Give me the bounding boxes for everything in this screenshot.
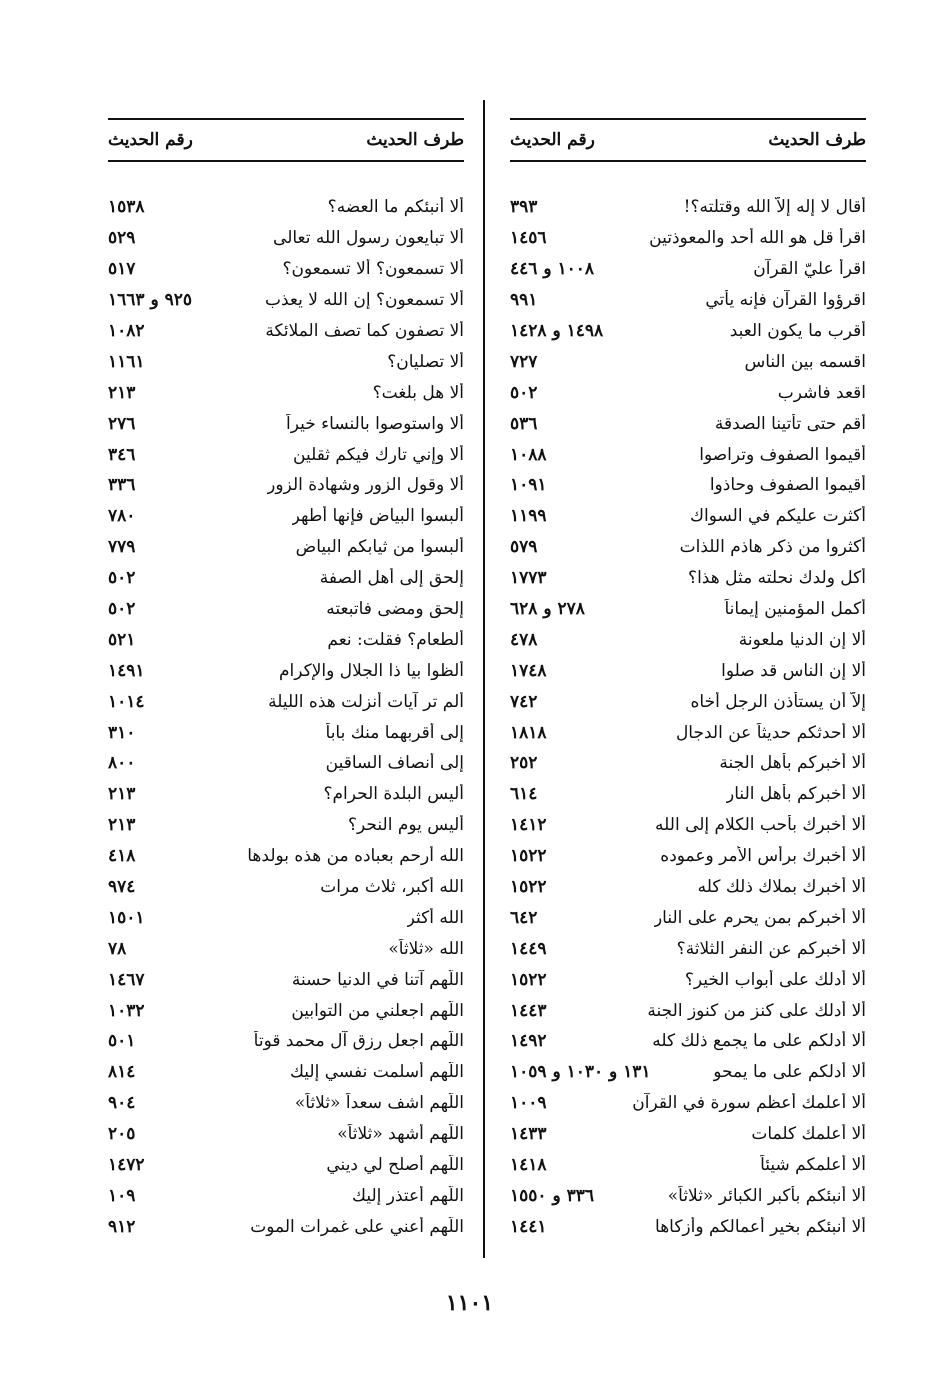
index-entry: [108, 933, 464, 964]
hadith-text: ألا إن الناس قد صلوا: [721, 660, 866, 681]
hadith-number: ٦٤٢: [510, 907, 538, 928]
index-entry: [510, 439, 866, 470]
hadith-number: ٣٣٦ و ١٥٥٠: [510, 1185, 594, 1206]
index-entry: [108, 285, 464, 316]
hadith-number: ١٠٠٨ و ٤٤٦: [510, 259, 594, 280]
hadith-text: أقرب ما يكون العبد: [729, 321, 866, 341]
index-entry: [108, 686, 464, 717]
hadith-number: ٢٧٦: [108, 413, 136, 434]
hadith-number: ٩٠٤: [108, 1093, 136, 1114]
hadith-number: ١٤١٨: [510, 1155, 547, 1176]
index-entry: [108, 501, 464, 532]
hadith-text: الله أكثر: [406, 907, 464, 928]
hadith-text: اللَّهم آتنا في الدنيا حسنة: [291, 969, 464, 990]
hadith-number: ١٥٣٨: [108, 197, 145, 218]
hadith-number: ٣٣٦: [108, 475, 136, 496]
index-entry: [510, 655, 866, 686]
hadith-text: اقعد فاشرب: [777, 382, 866, 403]
hadith-text: ألا أخبركم بأهل النار: [726, 784, 866, 805]
index-entry: [510, 316, 866, 347]
hadith-number: ٩١٢: [108, 1216, 136, 1237]
hadith-number: ١٤٤٩: [510, 938, 547, 959]
hadith-text: أكمل المؤمنين إيماناً: [724, 599, 866, 620]
index-entry: [510, 717, 866, 748]
index-entry: [108, 1181, 464, 1212]
index-entry: [510, 779, 866, 810]
hadith-number: ٢٠٥: [108, 1124, 136, 1145]
hadith-number: ٨٠٠: [108, 753, 136, 774]
hadith-number: ٥٠٢: [108, 599, 136, 620]
hadith-text: ألا هل بلغت؟: [372, 382, 464, 403]
index-entry: [510, 686, 866, 717]
index-entry: [510, 995, 866, 1026]
hadith-number: ٦١٤: [510, 784, 538, 805]
index-entry: [108, 563, 464, 594]
index-entry: [510, 254, 866, 285]
hadith-number: ٥٧٩: [510, 537, 538, 558]
index-entry: [108, 439, 464, 470]
hadith-text: أقيموا الصفوف وتراصوا: [699, 444, 866, 465]
index-entry: [510, 501, 866, 532]
hadith-number: ١٥٢٢: [510, 877, 547, 898]
index-entry: [108, 254, 464, 285]
index-entry: [510, 192, 866, 223]
index-entry: [510, 748, 866, 779]
hadith-number: ٥١٧: [108, 259, 136, 280]
hadith-text: ألا تسمعون؟ إن الله لا يعذب: [264, 290, 464, 311]
hadith-text: ألا وقول الزور وشهادة الزور: [267, 475, 464, 496]
hadith-text: اقسمه بين الناس: [744, 351, 866, 372]
index-column-left: [108, 118, 464, 1242]
column-header: [108, 118, 464, 162]
hadith-text: ألا أخبرك برأس الأمر وعموده: [660, 846, 866, 867]
hadith-number: ٥٢٩: [108, 228, 136, 249]
index-rows: [108, 192, 464, 1242]
hadith-number: ١٤٧٢: [108, 1155, 145, 1176]
hadith-text: اقرؤوا القرآن فإنه يأتي: [705, 290, 866, 311]
hadith-text: الله أرحم بعباده من هذه بولدها: [247, 846, 464, 867]
hadith-text: اقرأ قل هو الله أحد والمعوذتين: [649, 228, 866, 249]
hadith-text: ألا أحدثكم حديثاً عن الدجال: [675, 722, 866, 743]
hadith-number: ٧٢٧: [510, 351, 538, 372]
hadith-text: أقم حتى تأتينا الصدقة: [714, 413, 866, 434]
index-entry: [510, 1119, 866, 1150]
index-entry: [108, 1026, 464, 1057]
hadith-number: ٤٧٨: [510, 629, 538, 650]
index-entry: [510, 841, 866, 872]
hadith-text: أقيموا الصفوف وحاذوا: [709, 475, 866, 496]
hadith-text: إلاَّ أن يستأذن الرجل أخاه: [690, 691, 866, 712]
hadith-text: ألا إن الدنيا ملعونة: [738, 629, 866, 650]
index-entry: [108, 810, 464, 841]
hadith-number: ١٤٤١: [510, 1216, 547, 1237]
hadith-text: ألظوا بيا ذا الجلال والإكرام: [278, 660, 464, 681]
hadith-text: ألطعام؟ فقلت: نعم: [327, 629, 464, 650]
hadith-number: ٢١٣: [108, 815, 136, 836]
hadith-number: ٢٧٨ و ٦٢٨: [510, 599, 585, 620]
hadith-number: ١٧٧٣: [510, 568, 547, 589]
hadith-text: اقرأ عليّ القرآن: [753, 259, 866, 280]
index-entry: [108, 717, 464, 748]
hadith-number: ١٣١ و ١٠٣٠ و ١٠٥٩: [510, 1062, 651, 1083]
hadith-text: إلحق ومضى فاتبعته: [326, 599, 464, 620]
hadith-number: ١٤٩٢: [510, 1031, 547, 1052]
index-entry: [108, 655, 464, 686]
index-entry: [108, 995, 464, 1026]
hadith-text: أكثرت عليكم في السواك: [689, 506, 866, 527]
hadith-number: ٥٠١: [108, 1031, 136, 1052]
hadith-number: ١٠٩١: [510, 475, 547, 496]
index-entry: [510, 285, 866, 316]
index-entry: [510, 594, 866, 625]
index-entry: [108, 223, 464, 254]
index-entry: [510, 933, 866, 964]
index-entry: [510, 902, 866, 933]
hadith-text: ألا وإني تارك فيكم ثقلين: [293, 444, 464, 465]
hadith-text: ألا تبايعون رسول الله تعالى: [273, 228, 464, 249]
hadith-text: ألا أعلمك أعظم سورة في القرآن: [632, 1093, 866, 1114]
hadith-number: ٥٠٢: [108, 568, 136, 589]
index-entry: [510, 964, 866, 995]
index-entry: [510, 1088, 866, 1119]
hadith-number: ٥٠٢: [510, 382, 538, 403]
hadith-number: ٢١٣: [108, 784, 136, 805]
hadith-text: اللَّهم اجعل رزق آل محمد قوتاً: [253, 1031, 464, 1052]
index-entry: [108, 1088, 464, 1119]
hadith-text: ألا أخبركم عن النفر الثلاثة؟: [676, 938, 866, 959]
index-entry: [510, 1211, 866, 1242]
header-text-label: طرف الحديث: [366, 130, 464, 150]
index-entry: [108, 346, 464, 377]
hadith-number: ١٤٤٣: [510, 1000, 547, 1021]
hadith-text: ألا أدلك على أبواب الخير؟: [684, 969, 866, 990]
hadith-text: ألا أنبئكم بخير أعمالكم وأزكاها: [655, 1216, 866, 1237]
index-entry: [510, 346, 866, 377]
hadith-number: ١٤٦٧: [108, 969, 145, 990]
column-divider: [483, 100, 485, 1258]
hadith-text: اللَّهم اجعلني من التوابين: [291, 1000, 464, 1021]
index-entry: [510, 810, 866, 841]
header-number-label: رقم الحديث: [108, 130, 193, 150]
index-entry: [108, 624, 464, 655]
hadith-text: ألم تر آيات أنزلت هذه الليلة: [268, 691, 464, 712]
index-entry: [108, 872, 464, 903]
hadith-number: ١٥٢٢: [510, 846, 547, 867]
header-number-label: رقم الحديث: [510, 130, 595, 150]
index-rows: [510, 192, 866, 1242]
hadith-number: ٧٨٠: [108, 506, 136, 527]
hadith-number: ٤١٨: [108, 846, 136, 867]
hadith-number: ١٠١٤: [108, 691, 145, 712]
hadith-text: إلحق إلى أهل الصفة: [319, 568, 464, 589]
hadith-text: ألا أخبرك بأحب الكلام إلى الله: [655, 815, 866, 836]
hadith-number: ١٥٠١: [108, 907, 145, 928]
hadith-text: إلى أقربهما منك باباً: [325, 722, 464, 743]
index-entry: [108, 1119, 464, 1150]
hadith-text: ألا أنبئكم ما العضه؟: [327, 197, 464, 218]
index-entry: [108, 192, 464, 223]
hadith-number: ٧٨: [108, 938, 127, 959]
hadith-text: ألا تسمعون؟ ألا تسمعون؟: [282, 259, 464, 280]
hadith-text: اللَّهم أعتذر إليك: [352, 1185, 464, 1206]
hadith-number: ١٤١٢: [510, 815, 547, 836]
index-entry: [510, 1150, 866, 1181]
index-entry: [510, 1057, 866, 1088]
index-entry: [510, 872, 866, 903]
hadith-number: ١٨١٨: [510, 722, 547, 743]
hadith-text: ألا أدلكم على ما يجمع ذلك كله: [652, 1031, 866, 1052]
hadith-text: ألا أدلك على كنز من كنوز الجنة: [647, 1000, 866, 1021]
hadith-number: ٢١٣: [108, 382, 136, 403]
hadith-number: ١٥٢٢: [510, 969, 547, 990]
index-entry: [108, 1057, 464, 1088]
hadith-text: أكثروا من ذكر هاذم اللذات: [679, 537, 866, 558]
hadith-text: أكل ولدك نحلته مثل هذا؟: [688, 568, 866, 589]
hadith-text: إلى أنصاف الساقين: [325, 753, 464, 774]
hadith-number: ٥٢١: [108, 629, 136, 650]
index-entry: [510, 1026, 866, 1057]
hadith-text: ألا أخبركم بأهل الجنة: [719, 753, 866, 774]
hadith-text: اللَّهم أصلح لي ديني: [326, 1155, 464, 1176]
hadith-text: ألا أعلمكم شيئاً: [760, 1155, 866, 1176]
column-header: [510, 118, 866, 162]
hadith-text: اللَّهم اشف سعداً «ثلاثاً»: [294, 1093, 464, 1114]
hadith-text: ألا أعلمك كلمات: [751, 1124, 866, 1145]
hadith-number: ١٤٣٣: [510, 1124, 547, 1145]
hadith-number: ١٠٩: [108, 1185, 136, 1206]
hadith-text: ألا تصليان؟: [387, 351, 464, 372]
hadith-number: ٨١٤: [108, 1062, 136, 1083]
hadith-number: ٣٩٣: [510, 197, 538, 218]
hadith-text: الله «ثلاثاً»: [388, 938, 464, 959]
hadith-number: ٧٤٢: [510, 691, 538, 712]
page-number: ١١٠١: [445, 1290, 494, 1316]
index-entry: [510, 377, 866, 408]
hadith-number: ٧٧٩: [108, 537, 136, 558]
hadith-number: ١٠٣٢: [108, 1000, 145, 1021]
hadith-number: ٩٢٥ و ١٦٦٣: [108, 290, 192, 311]
hadith-number: ١٧٤٨: [510, 660, 547, 681]
header-text-label: طرف الحديث: [768, 130, 866, 150]
hadith-number: ١٤٩١: [108, 660, 145, 681]
hadith-text: اللَّهم أسلمت نفسي إليك: [289, 1062, 464, 1083]
index-entry: [108, 964, 464, 995]
hadith-number: ٥٣٦: [510, 413, 538, 434]
hadith-text: ألا أنبئكم بأكبر الكبائر «ثلاثاً»: [667, 1185, 866, 1206]
index-entry: [108, 594, 464, 625]
index-entry: [108, 377, 464, 408]
index-column-right: [510, 118, 866, 1242]
hadith-text: أليس يوم النحر؟: [348, 815, 464, 836]
index-entry: [108, 316, 464, 347]
hadith-number: ٣٤٦: [108, 444, 136, 465]
hadith-text: ألا تصفون كما تصف الملائكة: [265, 321, 464, 341]
index-entry: [108, 532, 464, 563]
hadith-text: ألا واستوصوا بالنساء خيراً: [286, 413, 464, 434]
hadith-number: ١١٩٩: [510, 506, 547, 527]
index-entry: [108, 1150, 464, 1181]
index-entry: [510, 1181, 866, 1212]
hadith-text: ألا أدلكم على ما يمحو: [713, 1062, 866, 1083]
hadith-number: ١٤٩٨ و ١٤٢٨: [510, 321, 604, 341]
hadith-text: ألبسوا البياض فإنها أطهر: [291, 506, 464, 527]
index-entry: [510, 223, 866, 254]
index-entry: [108, 779, 464, 810]
index-entry: [510, 624, 866, 655]
index-entry: [108, 408, 464, 439]
hadith-text: الله أكبر، ثلاث مرات: [320, 877, 464, 898]
hadith-number: ٣١٠: [108, 722, 136, 743]
hadith-number: ٩٧٤: [108, 877, 136, 898]
index-entry: [108, 902, 464, 933]
index-entry: [108, 470, 464, 501]
hadith-text: أليس البلدة الحرام؟: [323, 784, 464, 805]
index-entry: [510, 470, 866, 501]
hadith-number: ٩٩١: [510, 290, 538, 311]
hadith-text: اللَّهم أعني على غمرات الموت: [250, 1216, 464, 1237]
index-entry: [108, 748, 464, 779]
index-entry: [108, 841, 464, 872]
index-entry: [510, 563, 866, 594]
hadith-number: ١٠٠٩: [510, 1093, 547, 1114]
index-entry: [510, 532, 866, 563]
hadith-number: ١١٦١: [108, 351, 145, 372]
hadith-number: ١٤٥٦: [510, 228, 547, 249]
hadith-text: ألا أخبركم بمن يحرم على النار: [653, 907, 866, 928]
hadith-number: ١٠٨٨: [510, 444, 547, 465]
index-entry: [108, 1211, 464, 1242]
hadith-text: ألبسوا من ثيابكم البياض: [295, 537, 464, 558]
hadith-number: ١٠٨٢: [108, 321, 145, 341]
hadith-number: ٢٥٢: [510, 753, 538, 774]
hadith-text: ألا أخبرك بملاك ذلك كله: [697, 877, 866, 898]
index-entry: [510, 408, 866, 439]
hadith-text: أقال لا إله إلاَّ الله وقتلته؟!: [683, 197, 866, 218]
hadith-text: اللَّهم أشهد «ثلاثاً»: [337, 1124, 464, 1145]
